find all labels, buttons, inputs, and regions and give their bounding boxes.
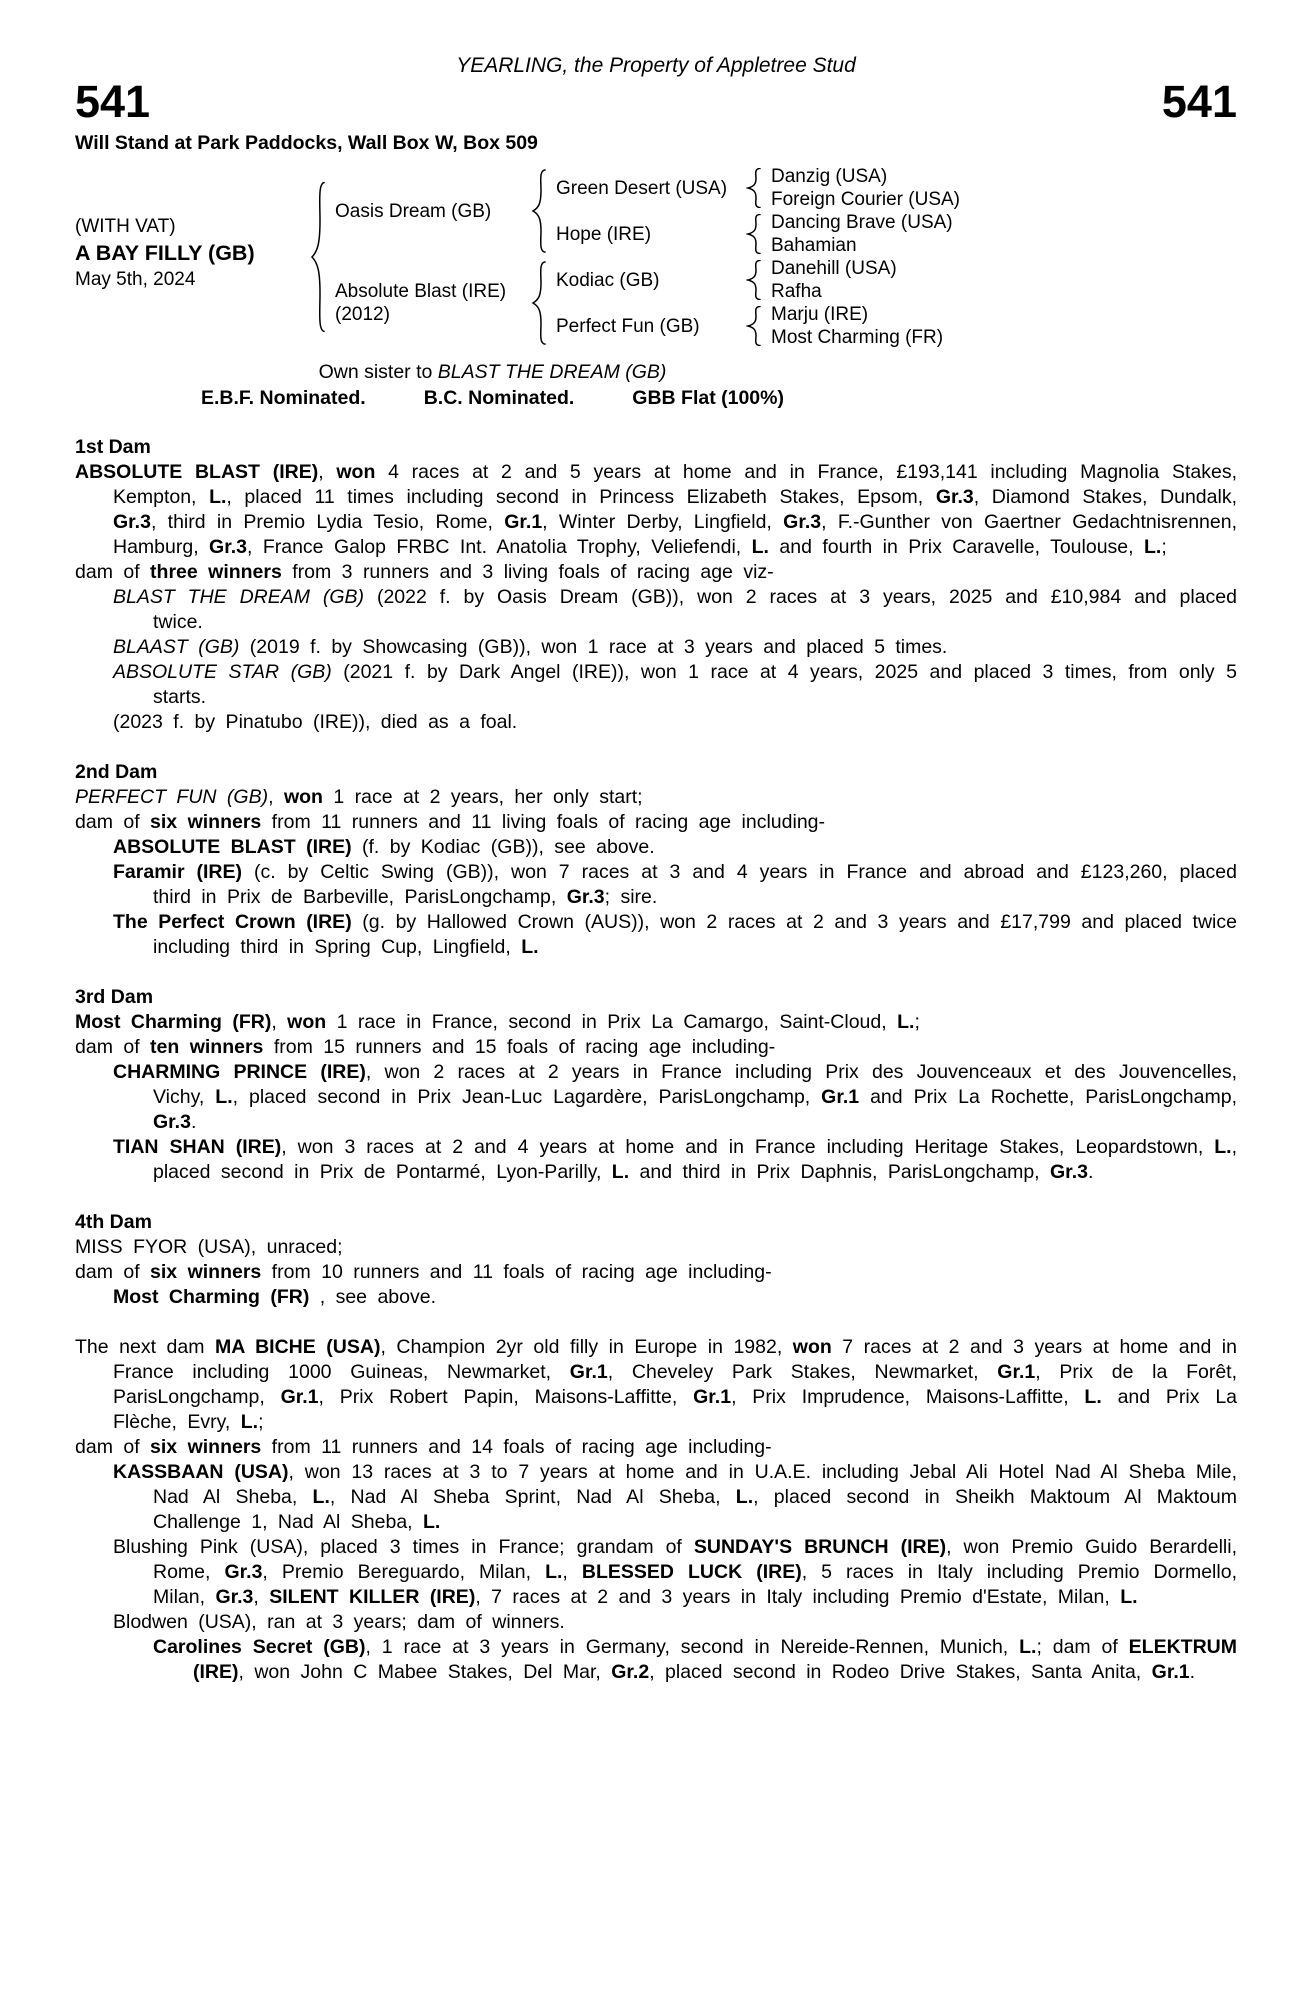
catalogue-paragraph: dam of six winners from 11 runners and 14 foals of racing age including- xyxy=(75,1436,772,1458)
dam-section xyxy=(75,1335,1237,1685)
page-title: YEARLING, the Property of Appletree Stud xyxy=(456,54,856,77)
sire-dam-sire-name: Dancing Brave (USA) xyxy=(771,212,953,233)
catalogue-paragraph: KASSBAAN (USA), won 13 races at 3 to 7 years at home and in U.A.E. including Jebal Ali Hotel Nad Al Sheba Mile, Nad Al Sheba, L., Nad Al Sheba Sprint, Nad Al Sheba, L., placed second in Sheikh Maktoum Al Maktoum Challenge 1, Nad Al Sheba, L. xyxy=(113,1461,1237,1533)
curly-brace-icon xyxy=(310,181,326,333)
sire-dam-branch xyxy=(556,211,960,257)
vat-note: (WITH VAT) xyxy=(75,215,176,237)
catalogue-paragraph: Blushing Pink (USA), placed 3 times in France; grandam of SUNDAY'S BRUNCH (IRE), won Premio Guido Berardelli, Rome, Gr.3, Premio Bereguardo, Milan, L., BLESSED LUCK (IRE), 5 races in Italy including Premio Dormello, Milan, Gr.3, SILENT KILLER (IRE), 7 races at 2 and 3 years in Italy including Premio d'Estate, Milan, L. xyxy=(113,1536,1237,1608)
lot-number-row xyxy=(75,76,1237,127)
sire-branch xyxy=(335,165,960,257)
own-sister-name: BLAST THE DREAM (GB) xyxy=(437,361,667,383)
section-heading: 4th Dam xyxy=(75,1211,152,1233)
nominations-line xyxy=(75,387,910,410)
foal-date: May 5th, 2024 xyxy=(75,268,196,290)
pedigree-tree xyxy=(75,165,1237,349)
gbb-flat-badge: GBB Flat (100%) xyxy=(632,387,784,409)
catalogue-paragraph: Most Charming (FR), won 1 race in France, second in Prix La Camargo, Saint-Cloud, L.; xyxy=(75,1011,920,1033)
dam-sire-branch xyxy=(556,257,943,303)
sire-name: Oasis Dream (GB) xyxy=(335,200,492,222)
catalogue-paragraph: Blodwen (USA), ran at 3 years; dam of winners. xyxy=(113,1611,565,1633)
dam-branch xyxy=(335,257,960,349)
lot-number-right: 541 xyxy=(1161,76,1237,127)
sire-dam-dam-name: Bahamian xyxy=(771,235,857,256)
ebf-nomination: E.B.F. Nominated. xyxy=(201,387,366,409)
bc-nomination: B.C. Nominated. xyxy=(423,387,575,409)
dam-name xyxy=(335,280,531,326)
catalogue-paragraph: The Perfect Crown (IRE) (g. by Hallowed Crown (AUS)), won 2 races at 2 and 3 years and £17,799 and placed twice including third in Spring Cup, Lingfield, L. xyxy=(113,911,1237,958)
own-sister-line xyxy=(75,361,910,384)
section-heading: 2nd Dam xyxy=(75,761,158,783)
catalogue-paragraph: dam of three winners from 3 runners and 3 living foals of racing age viz- xyxy=(75,561,774,583)
own-sister-prefix: Own sister to xyxy=(318,361,438,383)
curly-brace-icon xyxy=(531,261,547,345)
catalogue-paragraph: ABSOLUTE BLAST (IRE), won 4 races at 2 and 5 years at home and in France, £193,141 including Magnolia Stakes, Kempton, L., placed 11 times including second in Princess Elizabeth Stakes, Epsom, Gr.3, Diamond Stakes, Dundalk, Gr.3, third in Premio Lydia Tesio, Rome, Gr.1, Winter Derby, Lingfield, Gr.3, F.-Gunther von Gaertner Gedachtnisrennen, Hamburg, Gr.3, France Galop FRBC Int. Anatolia Trophy, Veliefendi, L. and fourth in Prix Caravelle, Toulouse, L.; xyxy=(75,461,1238,558)
dam-dam-branch xyxy=(556,303,943,349)
catalogue-paragraph: PERFECT FUN (GB), won 1 race at 2 years, her only start; xyxy=(75,786,643,808)
curly-brace-icon xyxy=(746,306,762,346)
dam-dam-sire-name: Marju (IRE) xyxy=(771,304,869,325)
stand-location: Will Stand at Park Paddocks, Wall Box W, Box 509 xyxy=(75,132,538,154)
catalogue-paragraph: Carolines Secret (GB), 1 race at 3 years in Germany, second in Nereide-Rennen, Munich, L.; dam of ELEKTRUM (IRE), won John C Mabee Stakes, Del Mar, Gr.2, placed second in Rodeo Drive Stakes, Santa Anita, Gr.1. xyxy=(153,1636,1237,1683)
dam-dam-dam-name: Most Charming (FR) xyxy=(771,327,944,348)
dam-year: (2012) xyxy=(335,304,390,325)
sire-sire-sire-name: Danzig (USA) xyxy=(771,166,888,187)
horse-name: A BAY FILLY (GB) xyxy=(75,240,255,265)
dam-sire-dam-name: Rafha xyxy=(771,281,822,302)
catalogue-paragraph: TIAN SHAN (IRE), won 3 races at 2 and 4 years at home and in France including Heritage Stakes, Leopardstown, L., placed second in Prix de Pontarmé, Lyon-Parilly, L. and third in Prix Daphnis, ParisLongchamp, Gr.3. xyxy=(113,1136,1238,1183)
dam-section xyxy=(75,985,1237,1185)
catalogue-paragraph: BLAAST (GB) (2019 f. by Showcasing (GB)), won 1 race at 3 years and placed 5 times. xyxy=(113,636,948,658)
curly-brace-icon xyxy=(531,169,547,253)
dam-sire-name: Kodiac (GB) xyxy=(556,269,660,291)
catalogue-paragraph: BLAST THE DREAM (GB) (2022 f. by Oasis Dream (GB)), won 2 races at 3 years, 2025 and £10,984 and placed twice. xyxy=(113,586,1237,633)
horse-identity xyxy=(75,214,310,293)
catalogue-paragraph: MISS FYOR (USA), unraced; xyxy=(75,1236,343,1258)
dam-dam-name: Perfect Fun (GB) xyxy=(556,315,700,337)
catalogue-paragraph: dam of six winners from 11 runners and 11 living foals of racing age including- xyxy=(75,811,825,833)
sire-dam-name: Hope (IRE) xyxy=(556,223,652,245)
curly-brace-icon xyxy=(746,260,762,300)
dam-section xyxy=(75,435,1237,735)
curly-brace-icon xyxy=(746,214,762,254)
catalogue-paragraph: ABSOLUTE BLAST (IRE) (f. by Kodiac (GB)), see above. xyxy=(113,836,655,858)
catalogue-paragraph: Most Charming (FR) , see above. xyxy=(113,1286,436,1308)
sire-sire-branch xyxy=(556,165,960,211)
section-heading: 1st Dam xyxy=(75,436,151,458)
catalogue-paragraph: ABSOLUTE STAR (GB) (2021 f. by Dark Angel (IRE)), won 1 race at 4 years, 2025 and placed 3 times, from only 5 starts. xyxy=(113,661,1237,708)
catalogue-paragraph: Faramir (IRE) (c. by Celtic Swing (GB)), won 7 races at 3 and 4 years in France and abroad and £123,260, placed third in Prix de Barbeville, ParisLongchamp, Gr.3; sire. xyxy=(113,861,1237,908)
dam-section xyxy=(75,1210,1237,1310)
curly-brace-icon xyxy=(746,168,762,208)
catalogue-paragraph: (2023 f. by Pinatubo (IRE)), died as a foal. xyxy=(113,711,518,733)
sire-sire-dam-name: Foreign Courier (USA) xyxy=(771,189,960,210)
sire-sire-name: Green Desert (USA) xyxy=(556,177,728,199)
dam-sire-sire-name: Danehill (USA) xyxy=(771,258,897,279)
catalogue-paragraph: CHARMING PRINCE (IRE), won 2 races at 2 years in France including Prix des Jouvenceaux et des Jouvencelles, Vichy, L., placed second in Prix Jean-Luc Lagardère, ParisLongchamp, Gr.1 and Prix La Rochette, ParisLongchamp, Gr.3. xyxy=(113,1061,1238,1133)
lot-number-left: 541 xyxy=(75,76,151,127)
catalogue-paragraph: dam of six winners from 10 runners and 11 foals of racing age including- xyxy=(75,1261,772,1283)
catalogue-paragraph: dam of ten winners from 15 runners and 15 foals of racing age including- xyxy=(75,1036,776,1058)
dam-section xyxy=(75,760,1237,960)
section-heading: 3rd Dam xyxy=(75,986,154,1008)
catalogue-paragraph: The next dam MA BICHE (USA), Champion 2yr old filly in Europe in 1982, won 7 races at 2 and 3 years at home and in France including 1000 Guineas, Newmarket, Gr.1, Cheveley Park Stakes, Newmarket, Gr.1, Prix de la Forêt, ParisLongchamp, Gr.1, Prix Robert Papin, Maisons-Laffitte, Gr.1, Prix Imprudence, Maisons-Laffitte, L. and Prix La Flèche, Evry, L.; xyxy=(75,1336,1238,1433)
dam-name-line: Absolute Blast (IRE) xyxy=(335,281,507,302)
dam-sections xyxy=(75,435,1237,1685)
